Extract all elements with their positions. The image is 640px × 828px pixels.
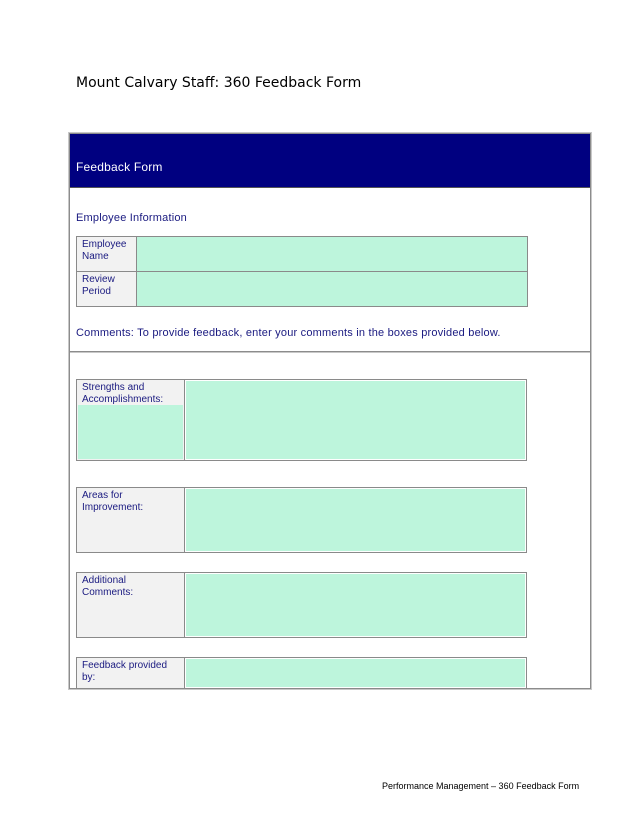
strengths-box [76, 379, 527, 461]
additional-comments-label: Additional Comments: [77, 573, 185, 637]
section-divider [70, 351, 590, 352]
comments-instruction: Comments: To provide feedback, enter your comments in the boxes provided below. [76, 327, 501, 339]
feedback-form [69, 133, 591, 689]
improvement-box [76, 487, 527, 553]
employee-info-table [76, 236, 528, 307]
additional-comments-field[interactable] [186, 574, 525, 636]
document-title: Mount Calvary Staff: 360 Feedback Form [76, 75, 362, 91]
review-period-label: Review Period [77, 272, 137, 307]
employee-name-label: Employee Name [77, 237, 137, 272]
additional-comments-box [76, 572, 527, 638]
strengths-field[interactable] [186, 381, 525, 459]
strengths-label-text: Strengths and Accomplishments: [82, 382, 164, 405]
review-period-field[interactable] [137, 272, 528, 307]
feedback-by-label: Feedback provided by: [77, 658, 185, 688]
form-header-title: Feedback Form [76, 160, 163, 174]
improvement-field[interactable] [186, 489, 525, 551]
table-row [77, 237, 528, 272]
strengths-label-fill [78, 405, 183, 459]
form-header [70, 134, 590, 188]
table-row [77, 272, 528, 307]
employee-name-field[interactable] [137, 237, 528, 272]
feedback-by-field[interactable] [186, 659, 525, 687]
improvement-label: Areas for Improvement: [77, 488, 185, 552]
feedback-by-box [76, 657, 527, 689]
strengths-label [77, 380, 185, 460]
employee-information-heading: Employee Information [76, 212, 187, 224]
page-footer: Performance Management – 360 Feedback Form [382, 781, 580, 791]
